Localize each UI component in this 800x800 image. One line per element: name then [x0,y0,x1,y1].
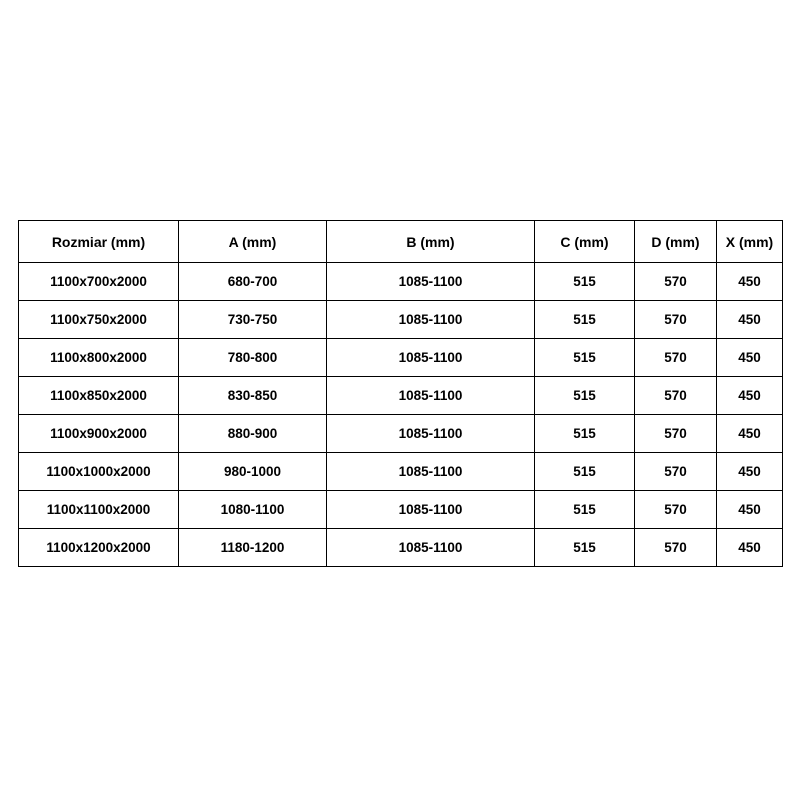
cell-d: 570 [635,529,717,567]
cell-rozmiar: 1100x750x2000 [19,301,179,339]
column-header-b: B (mm) [327,221,535,263]
cell-a: 1080-1100 [179,491,327,529]
size-table [18,220,783,567]
cell-d: 570 [635,415,717,453]
cell-d: 570 [635,339,717,377]
cell-c: 515 [535,377,635,415]
cell-b: 1085-1100 [327,339,535,377]
table-body [19,263,783,567]
cell-d: 570 [635,301,717,339]
cell-b: 1085-1100 [327,453,535,491]
cell-d: 570 [635,491,717,529]
table-header-row [19,221,783,263]
column-header-rozmiar: Rozmiar (mm) [19,221,179,263]
table-row [19,453,783,491]
cell-b: 1085-1100 [327,301,535,339]
cell-c: 515 [535,529,635,567]
cell-rozmiar: 1100x1000x2000 [19,453,179,491]
cell-a: 680-700 [179,263,327,301]
cell-a: 780-800 [179,339,327,377]
cell-rozmiar: 1100x1200x2000 [19,529,179,567]
table-row [19,377,783,415]
cell-c: 515 [535,415,635,453]
cell-b: 1085-1100 [327,491,535,529]
cell-rozmiar: 1100x850x2000 [19,377,179,415]
column-header-c: C (mm) [535,221,635,263]
cell-c: 515 [535,301,635,339]
cell-x: 450 [717,491,783,529]
cell-rozmiar: 1100x1100x2000 [19,491,179,529]
cell-d: 570 [635,263,717,301]
column-header-x: X (mm) [717,221,783,263]
cell-a: 1180-1200 [179,529,327,567]
cell-a: 830-850 [179,377,327,415]
table-row [19,301,783,339]
cell-x: 450 [717,415,783,453]
cell-d: 570 [635,453,717,491]
cell-rozmiar: 1100x900x2000 [19,415,179,453]
cell-x: 450 [717,339,783,377]
cell-c: 515 [535,339,635,377]
cell-x: 450 [717,377,783,415]
table-row [19,491,783,529]
cell-c: 515 [535,263,635,301]
table-row [19,339,783,377]
table-row [19,263,783,301]
cell-d: 570 [635,377,717,415]
cell-c: 515 [535,491,635,529]
cell-a: 730-750 [179,301,327,339]
cell-x: 450 [717,263,783,301]
cell-b: 1085-1100 [327,415,535,453]
cell-a: 980-1000 [179,453,327,491]
column-header-a: A (mm) [179,221,327,263]
table-header [19,221,783,263]
cell-rozmiar: 1100x800x2000 [19,339,179,377]
cell-x: 450 [717,529,783,567]
column-header-d: D (mm) [635,221,717,263]
cell-x: 450 [717,301,783,339]
cell-rozmiar: 1100x700x2000 [19,263,179,301]
cell-b: 1085-1100 [327,263,535,301]
size-table-container [18,220,782,567]
table-row [19,415,783,453]
cell-b: 1085-1100 [327,377,535,415]
cell-b: 1085-1100 [327,529,535,567]
cell-c: 515 [535,453,635,491]
cell-a: 880-900 [179,415,327,453]
cell-x: 450 [717,453,783,491]
table-row [19,529,783,567]
